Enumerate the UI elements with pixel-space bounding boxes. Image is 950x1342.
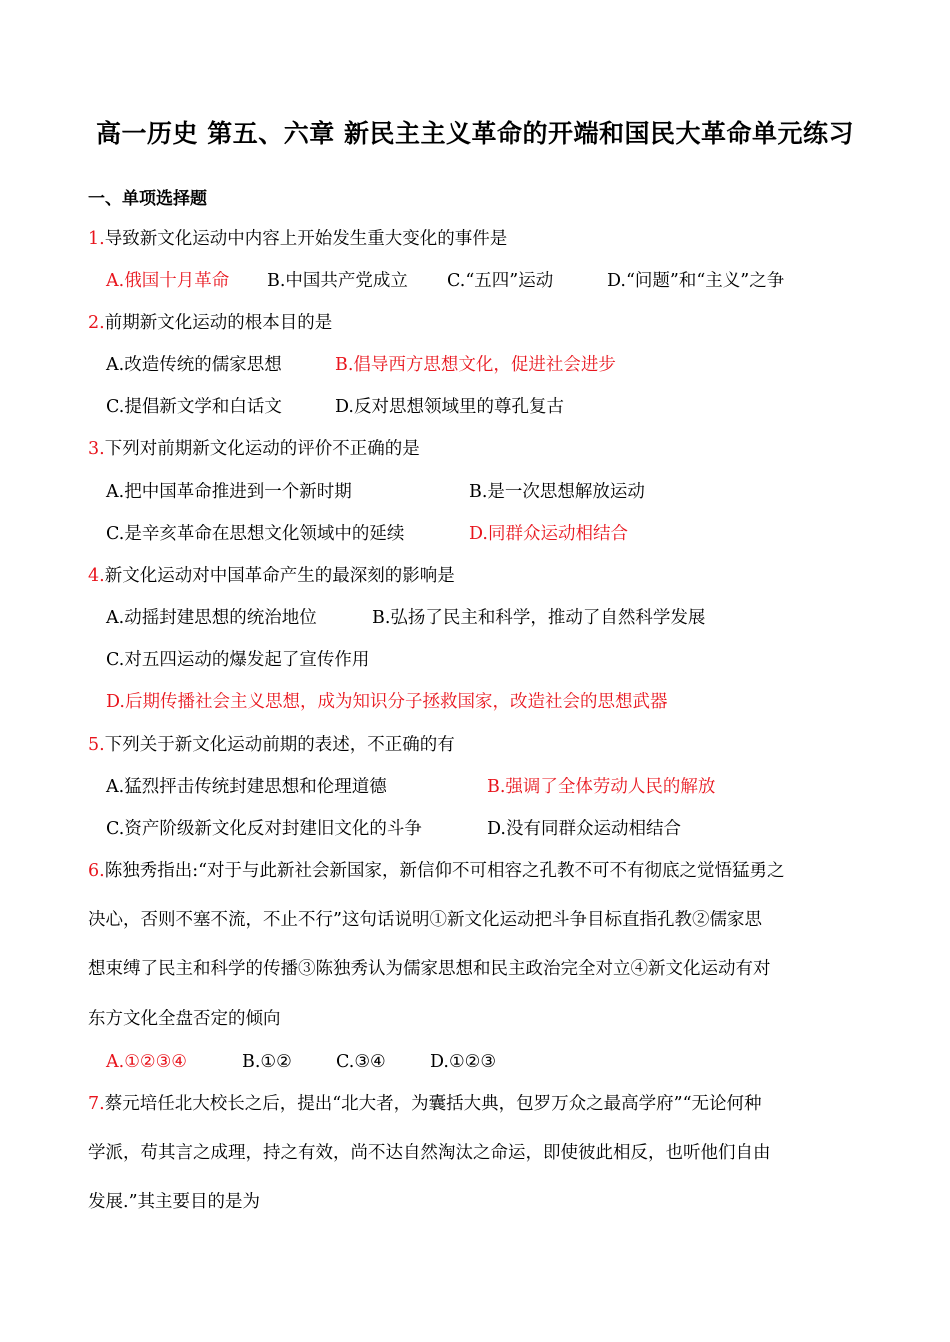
- question-6-line-1: [88, 859, 785, 883]
- q5-option-c: C.资产阶级新文化反对封建旧文化的斗争: [106, 819, 422, 839]
- question-number: 3.: [88, 439, 105, 459]
- q3-option-d: D.同群众运动相结合: [469, 524, 628, 544]
- q6-option-d: D.①②③: [430, 1052, 497, 1072]
- question-stem: 陈独秀指出:“对于与此新社会新国家，新信仰不可相容之孔教不可不有彻底之觉悟猛勇之: [104, 861, 785, 881]
- section-heading: 一、单项选择题: [88, 189, 207, 209]
- document-title: 高一历史 第五、六章 新民主主义革命的开端和国民大革命单元练习: [96, 119, 854, 148]
- question-2: [88, 311, 332, 335]
- q3-option-c: C.是辛亥革命在思想文化领域中的延续: [106, 524, 405, 544]
- q3-option-a: A.把中国革命推进到一个新时期: [106, 482, 352, 502]
- question-stem: 新文化运动对中国革命产生的最深刻的影响是: [104, 566, 455, 586]
- q2-option-c: C.提倡新文学和白话文: [106, 397, 282, 417]
- question-number: 5.: [88, 735, 105, 755]
- q4-option-c: C.对五四运动的爆发起了宣传作用: [106, 650, 370, 670]
- question-7-line-2: 学派，苟其言之成理，持之有效，尚不达自然淘汰之命运，即使彼此相反，也听他们自由: [88, 1143, 771, 1163]
- question-3: [88, 437, 420, 461]
- question-6-line-3: 想束缚了民主和科学的传播③陈独秀认为儒家思想和民主政治完全对立④新文化运动有对: [88, 959, 771, 979]
- question-6-line-2: 决心，否则不塞不流，不止不行”这句话说明①新文化运动把斗争目标直指孔教②儒家思: [88, 910, 762, 930]
- q5-option-a: A.猛烈抨击传统封建思想和伦理道德: [106, 777, 387, 797]
- q4-option-d: D.后期传播社会主义思想，成为知识分子拯救国家，改造社会的思想武器: [106, 692, 668, 712]
- q1-option-a: [106, 269, 229, 293]
- q5-option-d: D.没有同群众运动相结合: [487, 819, 681, 839]
- question-stem: 蔡元培任北大校长之后，提出“北大者，为囊括大典，包罗万众之最高学府”“无论何种: [104, 1094, 762, 1114]
- question-number: 1.: [88, 229, 105, 249]
- question-number: 4.: [88, 566, 105, 586]
- q3-option-b: B.是一次思想解放运动: [469, 482, 645, 502]
- question-6-line-4: 东方文化全盘否定的倾向: [88, 1009, 281, 1029]
- q5-option-b: B.强调了全体劳动人民的解放: [487, 777, 716, 797]
- answer-option: A.俄国十月革命: [106, 271, 230, 291]
- q6-option-c: C.③④: [336, 1052, 386, 1072]
- question-stem: 前期新文化运动的根本目的是: [104, 313, 333, 333]
- question-7-line-1: [88, 1092, 762, 1116]
- question-stem: 导致新文化运动中内容上开始发生重大变化的事件是: [104, 229, 508, 249]
- q2-option-a: A.改造传统的儒家思想: [106, 355, 282, 375]
- question-4: [88, 564, 455, 588]
- q4-option-b: B.弘扬了民主和科学，推动了自然科学发展: [372, 608, 706, 628]
- q1-option-d: D.“问题”和“主义”之争: [607, 271, 785, 291]
- question-stem: 下列关于新文化运动前期的表述，不正确的有: [104, 735, 455, 755]
- question-number: 6.: [88, 861, 105, 881]
- q2-option-b: B.倡导西方思想文化，促进社会进步: [335, 355, 616, 375]
- question-number: 7.: [88, 1094, 105, 1114]
- question-5: [88, 733, 455, 757]
- q6-option-a: A.①②③④: [106, 1052, 187, 1072]
- q1-option-b: B.中国共产党成立: [267, 271, 408, 291]
- question-stem: 下列对前期新文化运动的评价不正确的是: [104, 439, 420, 459]
- question-7-line-3: 发展.”其主要目的是为: [88, 1192, 261, 1212]
- q6-option-b: B.①②: [242, 1052, 292, 1072]
- q4-option-a: A.动摇封建思想的统治地位: [106, 608, 317, 628]
- question-1: [88, 227, 507, 251]
- question-number: 2.: [88, 313, 105, 333]
- q2-option-d: D.反对思想领域里的尊孔复古: [335, 397, 564, 417]
- q1-option-c: C.“五四”运动: [447, 271, 554, 291]
